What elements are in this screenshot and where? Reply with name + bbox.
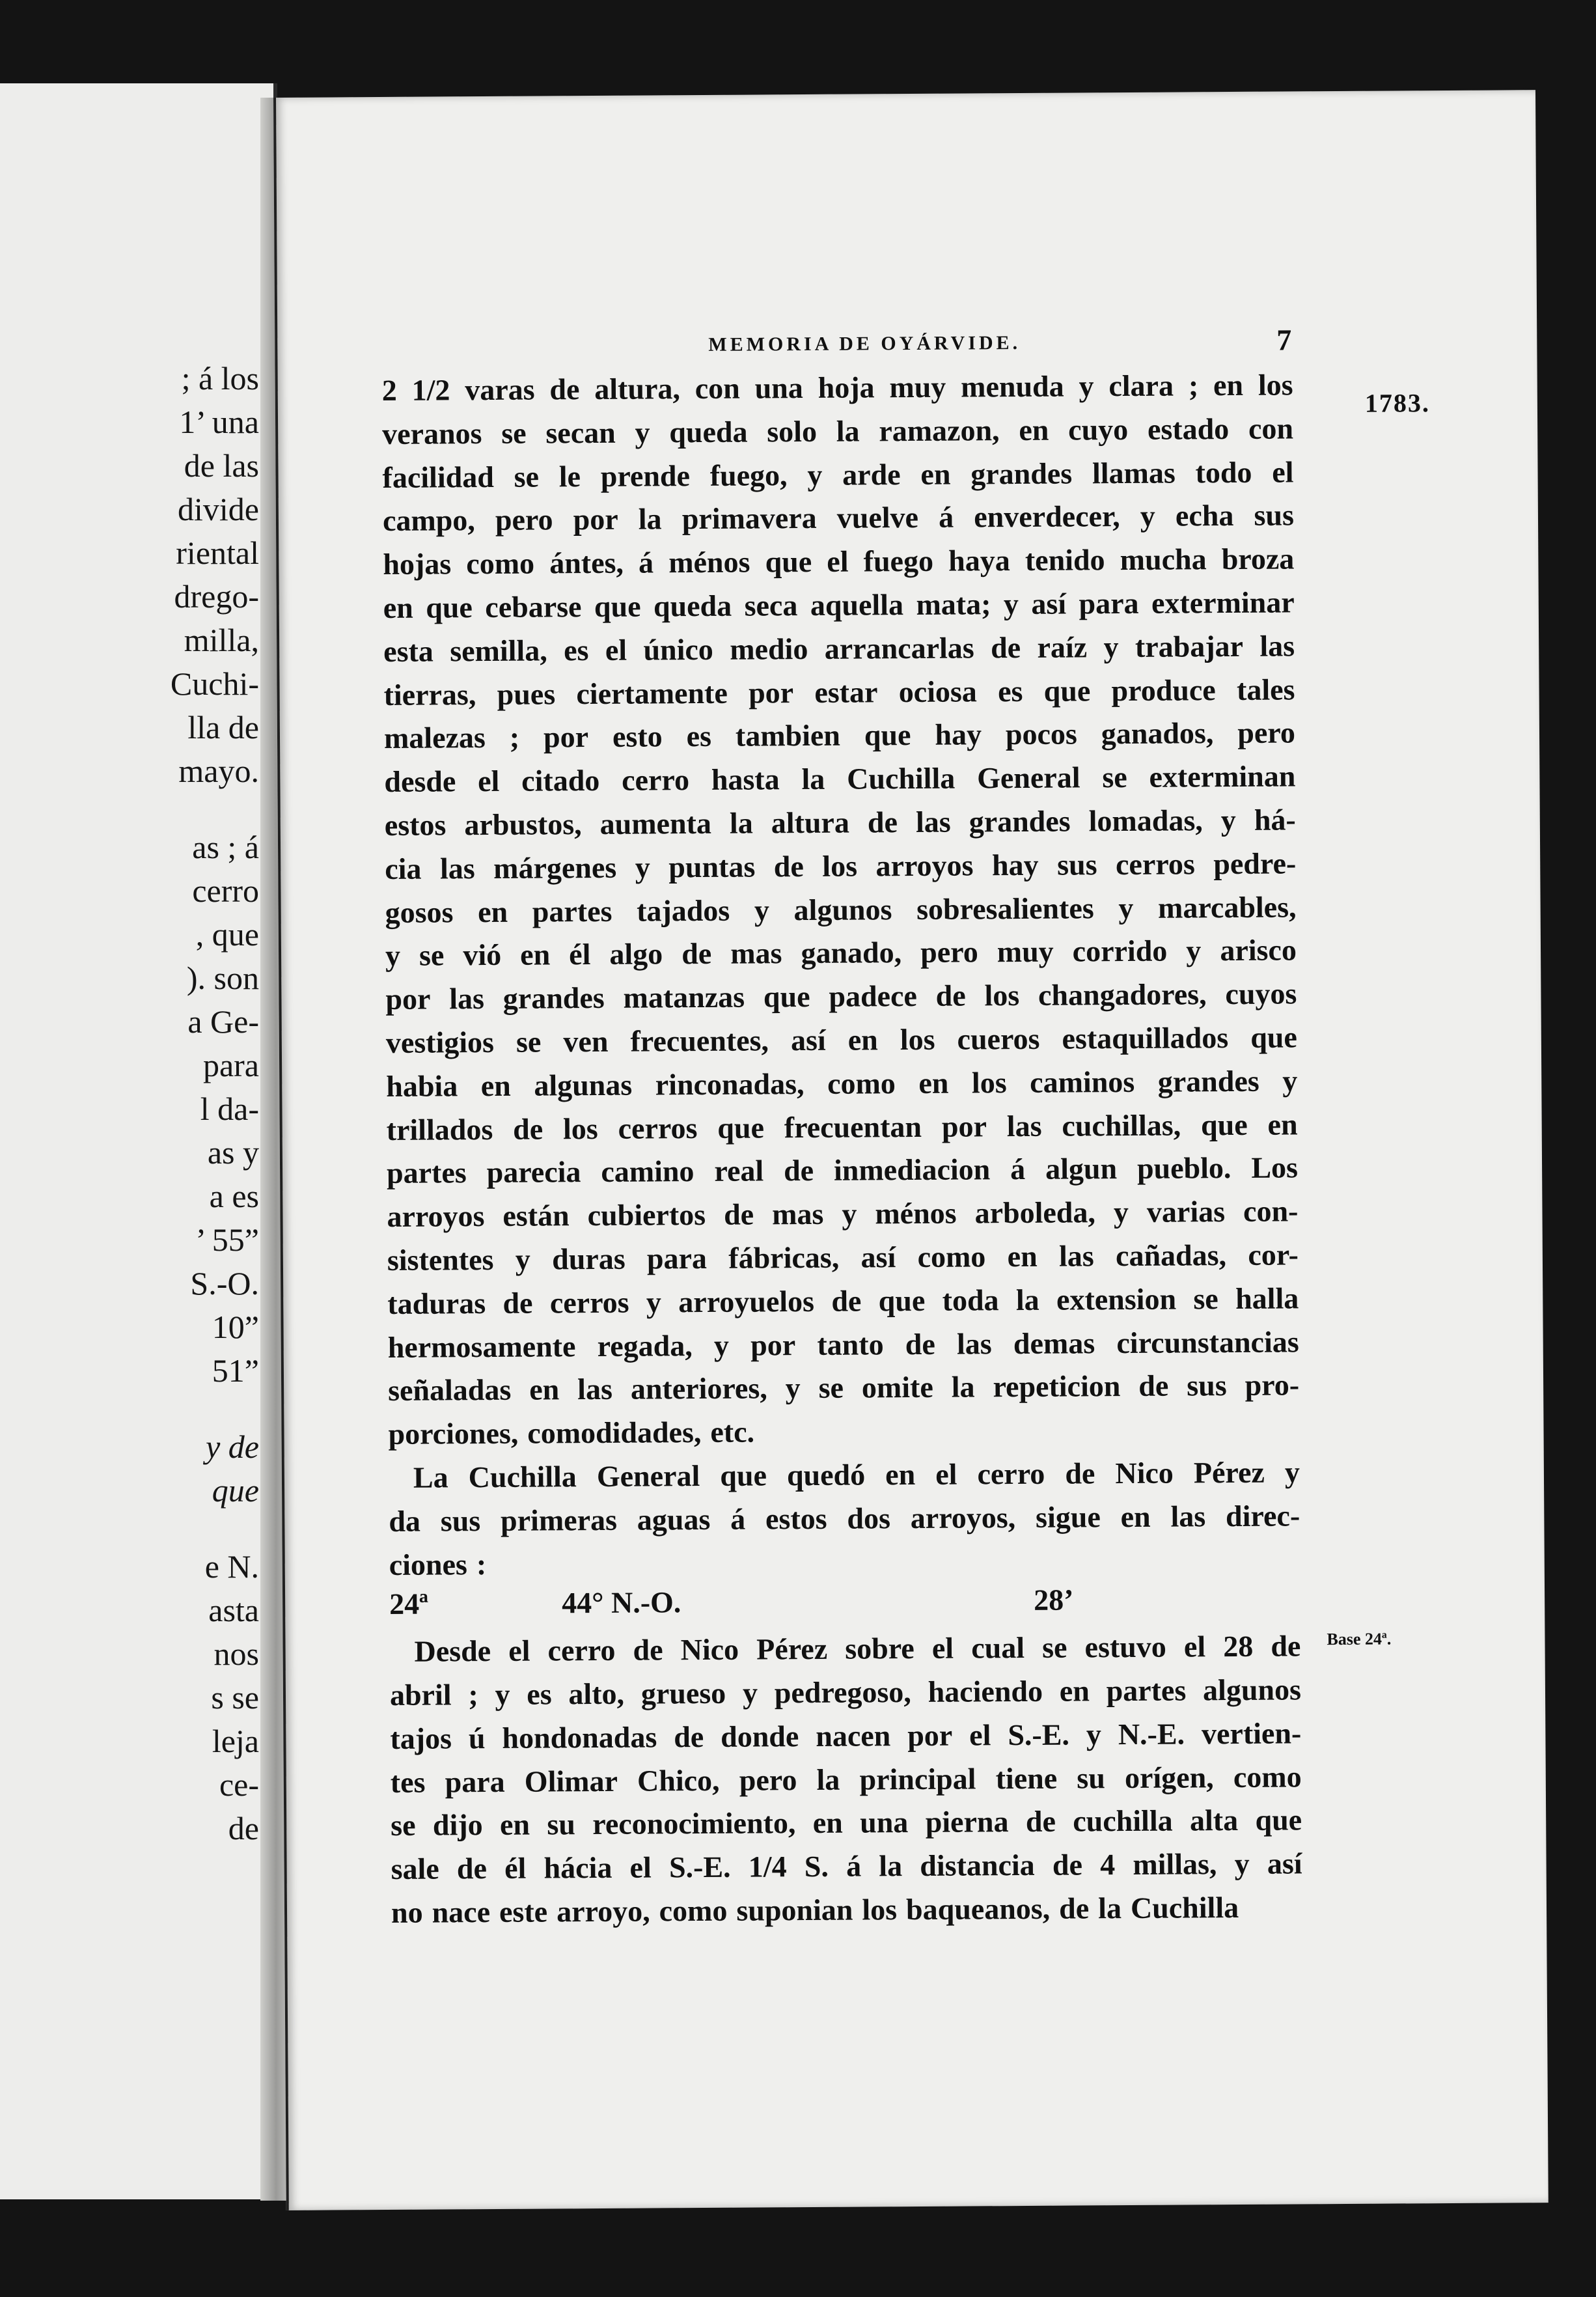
text-line: abril ; y es alto, grueso y pedregoso, haciendo en partes algunos <box>389 1673 1302 1712</box>
text-line: vestigios se ven frecuentes, así en los cueros estaquillados que <box>385 1020 1297 1059</box>
facing-page-fragment: as y <box>207 1134 259 1171</box>
text-line: trillados de los cerros que frecuentan por las cuchillas, que en <box>386 1107 1298 1147</box>
margin-base-note: Base 24ª. <box>1327 1629 1392 1649</box>
facing-page-fragment: mayo. <box>178 753 259 789</box>
facing-page-fragment: milla, <box>184 622 259 658</box>
text-line: estos arbustos, aumenta la altura de las grandes lomadas, y há- <box>384 803 1296 842</box>
page-number: 7 <box>1276 323 1292 357</box>
text-line: sistentes y duras para fábricas, así como en las cañadas, cor- <box>387 1238 1299 1277</box>
facing-page-fragment: cerro <box>192 872 259 909</box>
facing-page-fragment: 10” <box>212 1309 259 1345</box>
facing-page-fragment: que <box>212 1472 259 1509</box>
facing-page-fragment: as ; á <box>192 829 259 865</box>
facing-page-fragment: e N. <box>204 1548 259 1585</box>
text-line: veranos se secan y queda solo la ramazon, en cuyo estado con <box>382 411 1294 451</box>
entry-bearing: 44° N.-O. <box>561 1585 681 1620</box>
text-line: Desde el cerro de Nico Pérez sobre el cual se estuvo el 28 de <box>414 1629 1301 1668</box>
facing-page-fragment: Cuchi- <box>170 665 259 702</box>
text-line: malezas ; por esto es tambien que hay pocos ganados, pero <box>383 716 1296 755</box>
facing-page-fragment: l da- <box>200 1091 259 1127</box>
text-line: hojas como ántes, á ménos que el fuego haya tenido mucha broza <box>383 542 1295 581</box>
text-line: gosos en partes tajados y algunos sobresalientes y marcables, <box>385 889 1297 929</box>
facing-page-fragment: leja <box>212 1723 259 1759</box>
facing-page-fragment: nos <box>213 1636 259 1672</box>
text-line: desde el citado cerro hasta la Cuchilla General se exterminan <box>384 759 1296 799</box>
text-line: sale de él hácia el S.-E. 1/4 S. á la distancia de 4 millas, y así <box>391 1846 1302 1886</box>
survey-entry <box>389 1581 1300 1630</box>
facing-page-fragment: 1’ una <box>179 404 259 440</box>
text-line: y se vió en él algo de mas ganado, pero muy corrido y arisco <box>385 933 1297 973</box>
facing-page-fragment: para <box>202 1047 259 1083</box>
page-header <box>277 323 1537 357</box>
facing-page-fragment: s se <box>211 1679 259 1716</box>
entry-distance: 28’ <box>1033 1583 1074 1617</box>
text-line: La Cuchilla General que quedó en el cerro de Nico Pérez y <box>413 1455 1300 1494</box>
facing-page-fragment: ). son <box>186 960 259 996</box>
running-head: MEMORIA DE OYÁRVIDE. <box>708 331 1021 355</box>
book-page <box>273 90 1548 2210</box>
facing-page-fragment: lla de <box>187 709 259 745</box>
paragraph-2 <box>389 1451 1300 1587</box>
facing-page-fragment: S.-O. <box>190 1265 259 1302</box>
text-line: 2 1/2 varas de altura, con una hoja muy menuda y clara ; en los <box>381 368 1293 407</box>
text-line: esta semilla, es el único medio arrancarlas de raíz y trabajar las <box>383 629 1295 668</box>
facing-page-fragment: de <box>228 1810 259 1846</box>
facing-page-fragment: drego- <box>174 578 259 615</box>
facing-page-fragment: y de <box>206 1428 259 1465</box>
text-line: partes parecia camino real de inmediacion á algun pueblo. Los <box>386 1150 1299 1190</box>
facing-page-fragment: ’ 55” <box>195 1221 259 1258</box>
facing-page-fragment: , que <box>195 916 259 953</box>
text-line: porciones, comodidades, etc. <box>388 1415 755 1451</box>
text-line: campo, pero por la primavera vuelve á enverdecer, y echa sus <box>382 498 1295 538</box>
facing-page-fragment: 51” <box>212 1352 259 1389</box>
paragraph-3 <box>389 1625 1302 1935</box>
body-text <box>382 363 1303 1934</box>
facing-page-fragment: ce- <box>219 1766 259 1803</box>
facing-page-fragment: ; á los <box>181 360 259 397</box>
facing-page-fragment: de las <box>184 447 259 484</box>
text-line: taduras de cerros y arroyuelos de que toda la extension se halla <box>387 1281 1299 1320</box>
text-line: no nace este arroyo, como suponian los baqueanos, de la Cuchilla <box>391 1890 1239 1929</box>
text-line: tierras, pues ciertamente por estar ociosa es que produce tales <box>383 673 1295 712</box>
text-line: facilidad se le prende fuego, y arde en grandes llamas todo el <box>382 455 1294 494</box>
text-line: se dijo en su reconocimiento, en una pierna de cuchilla alta que <box>391 1803 1302 1843</box>
text-line: cia las márgenes y puntas de los arroyos hay sus cerros pedre- <box>385 846 1297 885</box>
text-line: tes para Olimar Chico, pero la principal tiene su orígen, como <box>390 1759 1302 1799</box>
text-line: tajos ú hondonadas de donde nacen por el S.-E. y N.-E. vertien- <box>390 1716 1302 1755</box>
text-line: ciones : <box>389 1547 487 1581</box>
text-line: en que cebarse que queda seca aquella mata; y así para exterminar <box>383 585 1295 624</box>
text-line: por las grandes matanzas que padece de los changadores, cuyos <box>385 977 1297 1016</box>
facing-page-fragment: riental <box>176 535 259 571</box>
facing-page-fragment: divide <box>178 491 259 527</box>
facing-page-fragment: a Ge- <box>187 1003 259 1040</box>
entry-number: 24ª <box>389 1587 429 1621</box>
paragraph-1 <box>382 363 1300 1456</box>
text-line: arroyos están cubiertos de mas y ménos arboleda, y varias con- <box>387 1194 1299 1234</box>
margin-year-note: 1783. <box>1364 388 1431 418</box>
text-line: habia en algunas rinconadas, como en los caminos grandes y <box>386 1064 1298 1103</box>
text-line: da sus primeras aguas á estos dos arroyos, sigue en las direc- <box>389 1499 1300 1538</box>
facing-page-fragment: a es <box>209 1178 259 1214</box>
facing-page-fragment: asta <box>208 1592 259 1628</box>
text-line: hermosamente regada, y por tanto de las demas circunstancias <box>387 1324 1299 1364</box>
text-line: señaladas en las anteriores, y se omite la repeticion de sus pro- <box>387 1368 1300 1408</box>
facing-page <box>0 83 277 2199</box>
